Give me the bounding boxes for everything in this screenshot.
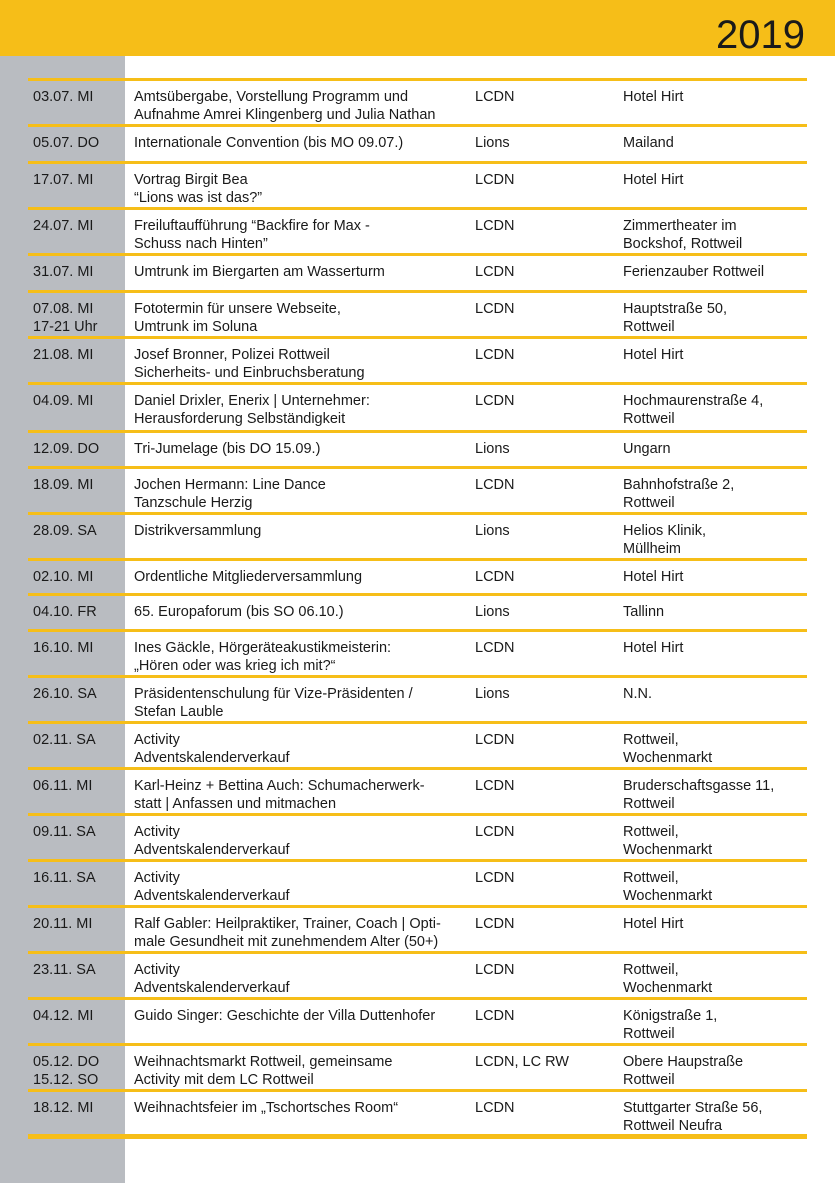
event-organizer: Lions xyxy=(475,686,510,702)
event-location: Rottweil, Wochenmarkt xyxy=(623,962,713,996)
event-organizer: Lions xyxy=(475,523,510,539)
table-row xyxy=(28,336,807,382)
event-location: Hotel Hirt xyxy=(623,640,684,656)
event-location: Tallinn xyxy=(623,604,665,620)
event-date: 12.09. DO xyxy=(33,441,100,457)
table-row xyxy=(28,997,807,1043)
event-location: Zimmertheater im Bockshof, Rottweil xyxy=(623,218,743,252)
event-table xyxy=(28,78,807,1139)
event-location: Rottweil, Wochenmarkt xyxy=(623,824,713,858)
event-title: Weihnachtsfeier im „Tschortsches Room“ xyxy=(134,1100,399,1116)
event-organizer: Lions xyxy=(475,604,510,620)
event-location: Hotel Hirt xyxy=(623,569,684,585)
event-organizer: LCDN xyxy=(475,640,515,656)
table-row xyxy=(28,207,807,253)
event-title: Ines Gäckle, Hörgeräteakustikmeisterin: „Hören oder was krieg ich mit?“ xyxy=(134,640,392,674)
event-date: 18.12. MI xyxy=(33,1100,94,1116)
event-date: 28.09. SA xyxy=(33,523,97,539)
table-row xyxy=(28,951,807,997)
event-title: Weihnachtsmarkt Rottweil, gemeinsame Activity mit dem LC Rottweil xyxy=(134,1054,393,1088)
event-title: Activity Adventskalenderverkauf xyxy=(134,732,290,766)
table-row xyxy=(28,767,807,813)
event-date: 20.11. MI xyxy=(33,916,93,932)
event-title: Internationale Convention (bis MO 09.07.) xyxy=(134,135,404,151)
event-date: 05.12. DO 15.12. SO xyxy=(33,1054,100,1088)
event-location: Hotel Hirt xyxy=(623,89,684,105)
table-row xyxy=(28,161,807,207)
event-date: 21.08. MI xyxy=(33,347,94,363)
event-title: Activity Adventskalenderverkauf xyxy=(134,962,290,996)
event-date: 17.07. MI xyxy=(33,172,94,188)
event-organizer: LCDN xyxy=(475,1008,515,1024)
event-organizer: LCDN xyxy=(475,962,515,978)
event-date: 18.09. MI xyxy=(33,477,94,493)
year-title: 2019 xyxy=(716,13,805,57)
event-organizer: LCDN xyxy=(475,824,515,840)
table-row xyxy=(28,78,807,124)
table-row xyxy=(28,675,807,721)
event-organizer: LCDN xyxy=(475,89,515,105)
event-date: 07.08. MI 17-21 Uhr xyxy=(33,301,98,335)
event-organizer: LCDN, LC RW xyxy=(475,1054,569,1070)
event-date: 04.10. FR xyxy=(33,604,97,620)
event-organizer: Lions xyxy=(475,135,510,151)
event-organizer: LCDN xyxy=(475,477,515,493)
event-title: Freiluftaufführung “Backfire for Max - Schuss nach Hinten” xyxy=(134,218,370,252)
event-location: Hauptstraße 50, Rottweil xyxy=(623,301,727,335)
event-location: Königstraße 1, Rottweil xyxy=(623,1008,718,1042)
event-organizer: LCDN xyxy=(475,264,515,280)
table-row xyxy=(28,430,807,466)
table-row xyxy=(28,124,807,161)
event-organizer: LCDN xyxy=(475,218,515,234)
event-location: Helios Klinik, Müllheim xyxy=(623,523,706,557)
event-location: Ungarn xyxy=(623,441,671,457)
event-location: Hotel Hirt xyxy=(623,172,684,188)
event-date: 16.11. SA xyxy=(33,870,96,886)
event-title: Amtsübergabe, Vorstellung Programm und Aufnahme Amrei Klingenberg und Julia Nathan xyxy=(134,89,436,123)
event-date: 03.07. MI xyxy=(33,89,94,105)
event-location: Rottweil, Wochenmarkt xyxy=(623,870,713,904)
event-date: 06.11. MI xyxy=(33,778,93,794)
event-title: Karl-Heinz + Bettina Auch: Schumacherwerk- statt | Anfassen und mitmachen xyxy=(134,778,425,812)
table-row xyxy=(28,253,807,290)
event-location: N.N. xyxy=(623,686,652,702)
event-organizer: LCDN xyxy=(475,172,515,188)
event-organizer: LCDN xyxy=(475,778,515,794)
table-row xyxy=(28,558,807,593)
table-row xyxy=(28,629,807,675)
event-location: Bahnhofstraße 2, Rottweil xyxy=(623,477,735,511)
event-organizer: Lions xyxy=(475,441,510,457)
event-date: 04.09. MI xyxy=(33,393,94,409)
event-location: Mailand xyxy=(623,135,674,151)
event-organizer: LCDN xyxy=(475,301,515,317)
header-bar xyxy=(0,0,835,56)
event-location: Ferienzauber Rottweil xyxy=(623,264,765,280)
event-date: 04.12. MI xyxy=(33,1008,94,1024)
event-organizer: LCDN xyxy=(475,393,515,409)
table-row xyxy=(28,466,807,512)
table-row xyxy=(28,382,807,430)
event-date: 02.11. SA xyxy=(33,732,96,748)
event-organizer: LCDN xyxy=(475,569,515,585)
event-title: Josef Bronner, Polizei Rottweil Sicherheits- und Einbruchsberatung xyxy=(134,347,365,381)
event-location: Stuttgarter Straße 56, Rottweil Neufra xyxy=(623,1100,763,1134)
event-date: 02.10. MI xyxy=(33,569,94,585)
event-date: 05.07. DO xyxy=(33,135,100,151)
event-date: 26.10. SA xyxy=(33,686,97,702)
event-title: Präsidentenschulung für Vize-Präsidenten / Stefan Lauble xyxy=(134,686,413,720)
table-row xyxy=(28,512,807,558)
event-title: Daniel Drixler, Enerix | Unternehmer: Herausforderung Selbständigkeit xyxy=(134,393,370,427)
event-title: Ordentliche Mitgliederversammlung xyxy=(134,569,363,585)
table-row xyxy=(28,1089,807,1139)
event-location: Hochmaurenstraße 4, Rottweil xyxy=(623,393,764,427)
event-location: Hotel Hirt xyxy=(623,916,684,932)
event-location: Hotel Hirt xyxy=(623,347,684,363)
event-date: 24.07. MI xyxy=(33,218,94,234)
table-row xyxy=(28,290,807,336)
event-organizer: LCDN xyxy=(475,732,515,748)
event-location: Rottweil, Wochenmarkt xyxy=(623,732,713,766)
table-row xyxy=(28,1043,807,1089)
event-title: 65. Europaforum (bis SO 06.10.) xyxy=(134,604,344,620)
event-date: 31.07. MI xyxy=(33,264,94,280)
event-date: 09.11. SA xyxy=(33,824,96,840)
event-title: Ralf Gabler: Heilpraktiker, Trainer, Coach | Opti- male Gesundheit mit zunehmendem Alter (50+) xyxy=(134,916,441,950)
table-row xyxy=(28,905,807,951)
event-title: Tri-Jumelage (bis DO 15.09.) xyxy=(134,441,321,457)
event-title: Vortrag Birgit Bea “Lions was ist das?” xyxy=(134,172,263,206)
event-title: Jochen Hermann: Line Dance Tanzschule Herzig xyxy=(134,477,326,511)
event-title: Guido Singer: Geschichte der Villa Duttenhofer xyxy=(134,1008,436,1024)
event-title: Activity Adventskalenderverkauf xyxy=(134,824,290,858)
event-location: Obere Haupstraße Rottweil xyxy=(623,1054,744,1088)
event-organizer: LCDN xyxy=(475,916,515,932)
table-row xyxy=(28,721,807,767)
event-title: Fototermin für unsere Webseite, Umtrunk im Soluna xyxy=(134,301,341,335)
event-title: Activity Adventskalenderverkauf xyxy=(134,870,290,904)
table-row xyxy=(28,859,807,905)
event-title: Distrikversammlung xyxy=(134,523,262,539)
event-organizer: LCDN xyxy=(475,870,515,886)
event-location: Bruderschaftsgasse 11, Rottweil xyxy=(623,778,775,812)
event-title: Umtrunk im Biergarten am Wasserturm xyxy=(134,264,385,280)
event-organizer: LCDN xyxy=(475,1100,515,1116)
table-row xyxy=(28,593,807,629)
table-row xyxy=(28,813,807,859)
event-organizer: LCDN xyxy=(475,347,515,363)
event-date: 23.11. SA xyxy=(33,962,96,978)
event-date: 16.10. MI xyxy=(33,640,94,656)
